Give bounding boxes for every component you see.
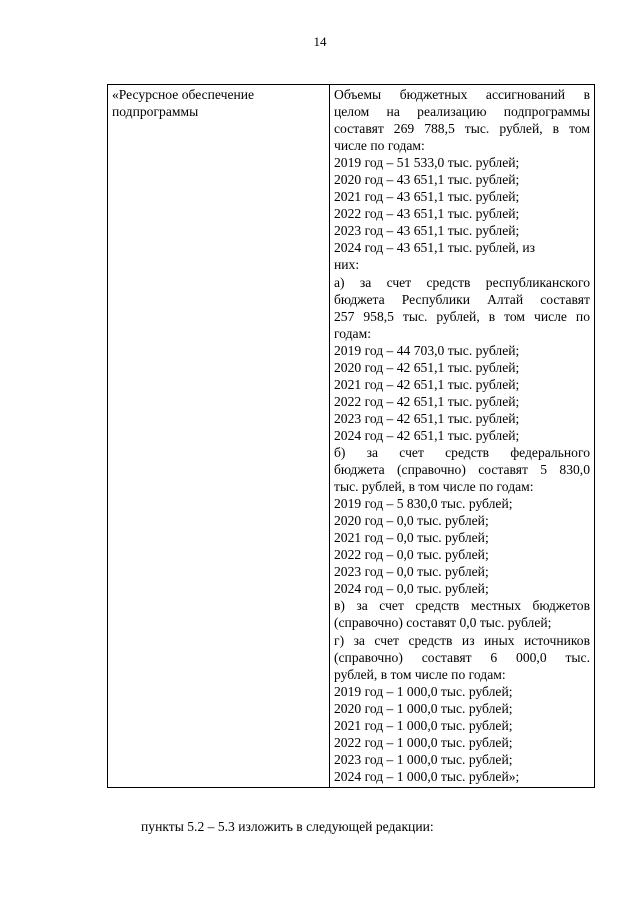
content-line: в) за счет средств местных бюджетов <box>334 598 590 614</box>
content-line: 2022 год – 43 651,1 тыс. рублей; <box>334 206 520 222</box>
content-line: б) за счет средств федерального <box>334 444 590 460</box>
content-line: составят 269 788,5 тыс. рублей, в том <box>334 121 590 137</box>
row-heading-line: подпрограммы <box>112 104 199 120</box>
content-line: бюджета (справочно) составят 5 830,0 <box>334 462 590 478</box>
content-line: г) за счет средств из иных источников <box>334 632 590 648</box>
resource-provision-table <box>107 84 595 788</box>
content-line: 2024 год – 43 651,1 тыс. рублей, из <box>334 240 535 256</box>
content-line: 2021 год – 42 651,1 тыс. рублей; <box>334 376 520 392</box>
content-line: Объемы бюджетных ассигнований в <box>334 87 590 102</box>
content-line: 2020 год – 0,0 тыс. рублей; <box>334 513 489 529</box>
content-line: бюджета Республики Алтай составят <box>334 291 590 307</box>
content-line: 2020 год – 43 651,1 тыс. рублей; <box>334 172 520 188</box>
content-line: 2022 год – 1 000,0 тыс. рублей; <box>334 734 513 750</box>
content-line: 2020 год – 42 651,1 тыс. рублей; <box>334 359 520 375</box>
table-row <box>108 85 595 788</box>
content-line: (справочно) составят 0,0 тыс. рублей; <box>334 615 552 631</box>
content-line: 2021 год – 1 000,0 тыс. рублей; <box>334 717 513 733</box>
closing-paragraph: пункты 5.2 – 5.3 изложить в следующей редакции: <box>141 819 434 834</box>
content-line: годам: <box>334 325 371 341</box>
content-line: 2020 год – 1 000,0 тыс. рублей; <box>334 700 513 716</box>
content-line: 2022 год – 0,0 тыс. рублей; <box>334 547 489 563</box>
content-line: 2021 год – 0,0 тыс. рублей; <box>334 530 489 546</box>
content-line: (справочно) составят 6 000,0 тыс. <box>334 649 590 665</box>
content-line: тыс. рублей, в том числе по годам: <box>334 479 534 495</box>
content-line: 2023 год – 1 000,0 тыс. рублей; <box>334 751 513 767</box>
page-number: 14 <box>313 34 327 49</box>
content-line: них: <box>334 257 360 273</box>
content-line: 2024 год – 1 000,0 тыс. рублей»; <box>334 768 520 784</box>
content-line: 2024 год – 0,0 тыс. рублей; <box>334 581 489 597</box>
content-line: а) за счет средств республиканского <box>334 274 590 290</box>
content-line: 2019 год – 44 703,0 тыс. рублей; <box>334 342 520 358</box>
content-line: числе по годам: <box>334 138 425 154</box>
content-line: 2019 год – 1 000,0 тыс. рублей; <box>334 683 513 699</box>
content-line: 2024 год – 42 651,1 тыс. рублей; <box>334 427 520 443</box>
row-heading-cell <box>108 85 330 788</box>
content-line: целом на реализацию подпрограммы <box>334 104 590 120</box>
content-line: 2023 год – 42 651,1 тыс. рублей; <box>334 410 520 426</box>
row-heading-line: «Ресурсное обеспечение <box>112 87 255 102</box>
content-line: 2021 год – 43 651,1 тыс. рублей; <box>334 189 520 205</box>
content-line: 2022 год – 42 651,1 тыс. рублей; <box>334 393 520 409</box>
content-line: 2019 год – 5 830,0 тыс. рублей; <box>334 496 513 512</box>
content-line: 2023 год – 0,0 тыс. рублей; <box>334 564 489 580</box>
content-line: 2019 год – 51 533,0 тыс. рублей; <box>334 155 520 171</box>
content-line: 2023 год – 43 651,1 тыс. рублей; <box>334 223 520 239</box>
content-line: 257 958,5 тыс. рублей, в том числе по <box>334 308 590 324</box>
row-content-cell <box>330 85 595 788</box>
content-line: рублей, в том числе по годам: <box>334 666 506 682</box>
